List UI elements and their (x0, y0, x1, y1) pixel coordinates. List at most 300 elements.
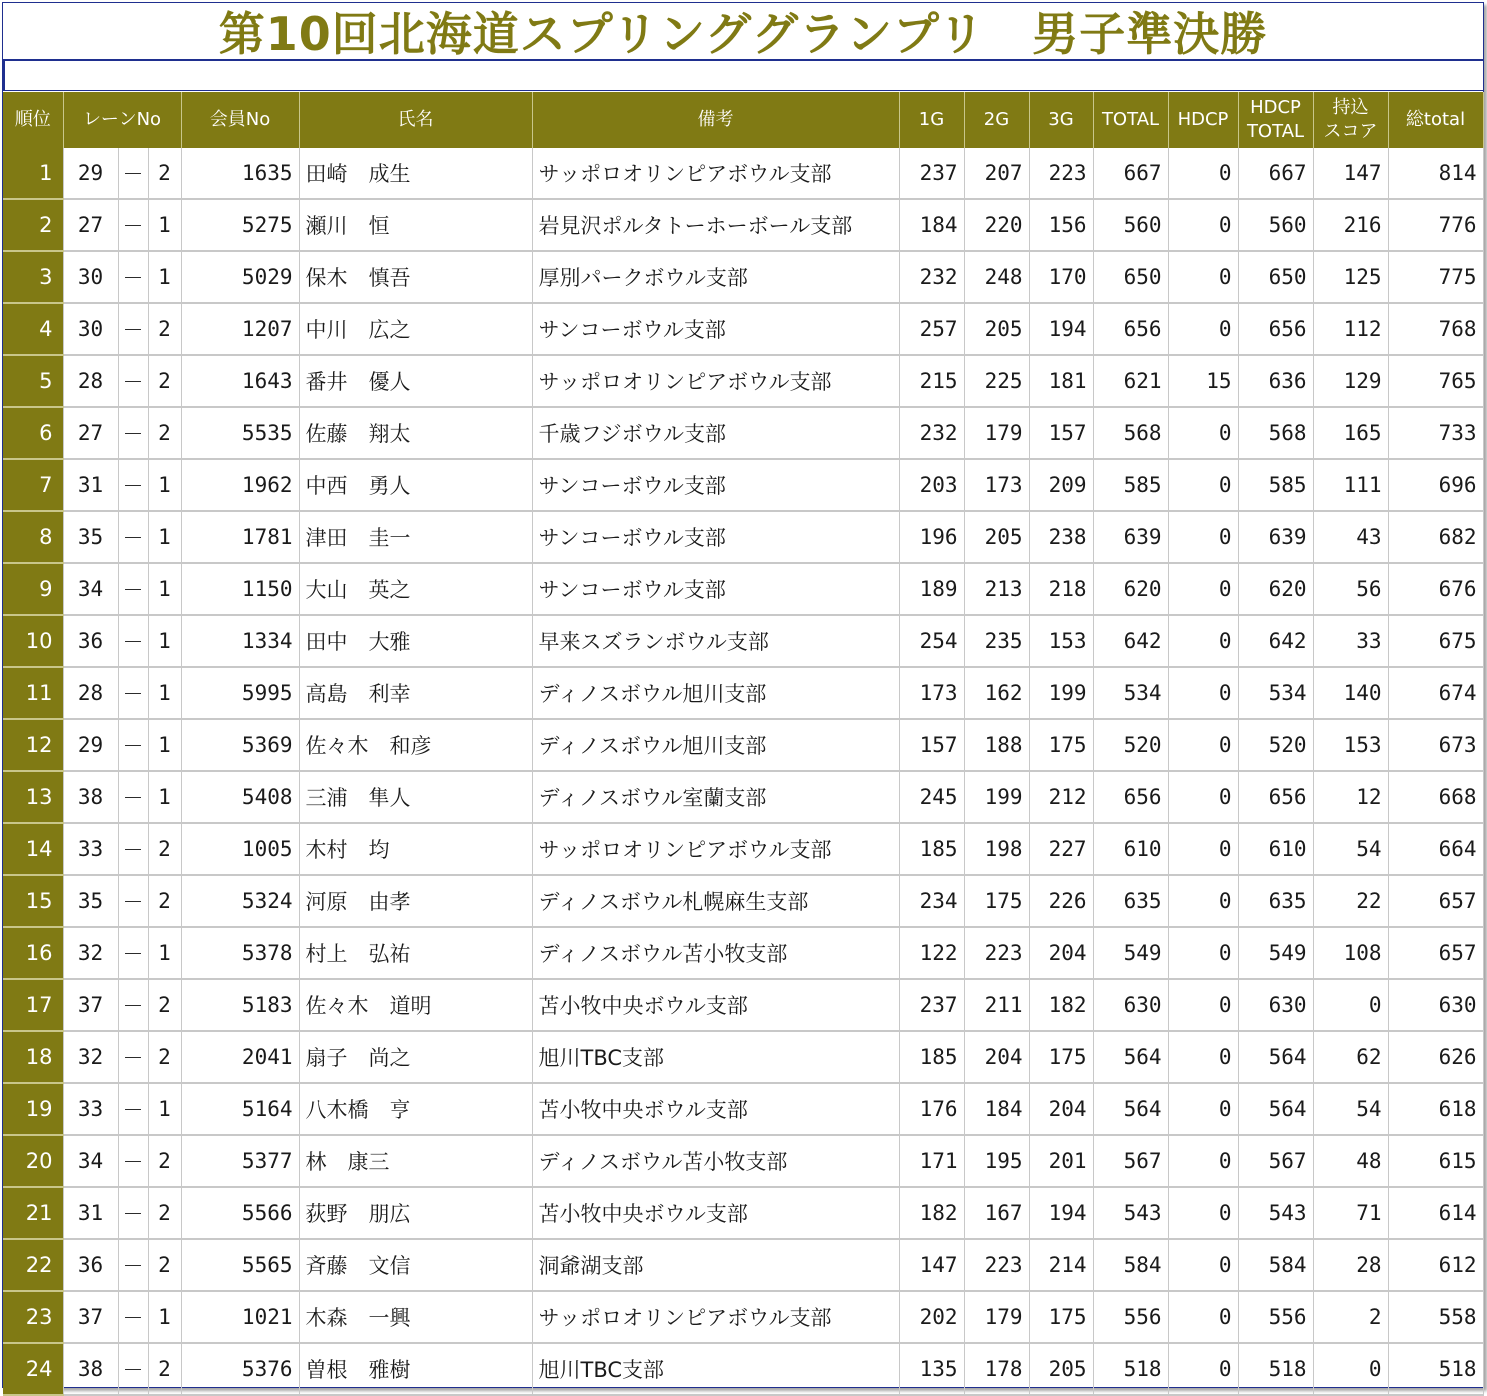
member-number-cell: 5378 (181, 927, 299, 979)
game3-score-cell: 227 (1029, 823, 1093, 875)
grand-total-cell: 765 (1388, 355, 1483, 407)
game3-score-cell: 209 (1029, 459, 1093, 511)
rank-cell: 13 (3, 771, 63, 823)
hdcp-cell: 0 (1168, 1239, 1238, 1291)
player-name-cell: 保木 慎吾 (299, 251, 532, 303)
hdcp-cell: 0 (1168, 927, 1238, 979)
game2-score-cell: 167 (964, 1187, 1029, 1239)
lane-position-cell: 1 (148, 1291, 181, 1343)
hdcp-total-cell: 635 (1238, 875, 1313, 927)
lane-number-cell: 28 (63, 667, 118, 719)
player-name-cell: 高島 利幸 (299, 667, 532, 719)
hdcp-cell: 0 (1168, 199, 1238, 251)
game1-score-cell: 254 (899, 615, 964, 667)
game3-score-cell: 201 (1029, 1135, 1093, 1187)
game1-score-cell: 215 (899, 355, 964, 407)
lane-number-cell: 33 (63, 1083, 118, 1135)
carry-score-cell: 165 (1313, 407, 1388, 459)
grand-total-cell: 733 (1388, 407, 1483, 459)
total-score-cell: 642 (1093, 615, 1168, 667)
carry-score-cell: 111 (1313, 459, 1388, 511)
player-name-cell: 田中 大雅 (299, 615, 532, 667)
game1-score-cell: 234 (899, 875, 964, 927)
rank-cell: 24 (3, 1343, 63, 1395)
branch-note-cell: ディノスボウル室蘭支部 (532, 771, 899, 823)
rank-cell: 18 (3, 1031, 63, 1083)
game2-score-cell: 179 (964, 407, 1029, 459)
player-name-cell: 斉藤 文信 (299, 1239, 532, 1291)
game1-score-cell: 245 (899, 771, 964, 823)
hdcp-total-cell: 564 (1238, 1083, 1313, 1135)
total-score-cell: 656 (1093, 303, 1168, 355)
total-score-cell: 584 (1093, 1239, 1168, 1291)
game2-score-cell: 225 (964, 355, 1029, 407)
player-name-cell: 荻野 朋広 (299, 1187, 532, 1239)
total-score-cell: 585 (1093, 459, 1168, 511)
member-number-cell: 5029 (181, 251, 299, 303)
game2-score-cell: 223 (964, 927, 1029, 979)
game1-score-cell: 135 (899, 1343, 964, 1395)
lane-number-cell: 27 (63, 199, 118, 251)
lane-position-cell: 1 (148, 563, 181, 615)
carry-score-cell: 22 (1313, 875, 1388, 927)
branch-note-cell: ディノスボウル苫小牧支部 (532, 1135, 899, 1187)
branch-note-cell: 苫小牧中央ボウル支部 (532, 1187, 899, 1239)
lane-position-cell: 2 (148, 355, 181, 407)
lane-position-cell: 2 (148, 1187, 181, 1239)
results-table (3, 92, 1484, 1396)
game3-score-cell: 214 (1029, 1239, 1093, 1291)
hdcp-cell: 0 (1168, 407, 1238, 459)
lane-number-cell: 29 (63, 148, 118, 199)
lane-separator: － (118, 511, 148, 563)
rank-cell: 6 (3, 407, 63, 459)
grand-total-cell: 675 (1388, 615, 1483, 667)
carry-score-cell: 140 (1313, 667, 1388, 719)
table-row (3, 615, 1483, 667)
hdcp-cell: 0 (1168, 823, 1238, 875)
table-row (3, 875, 1483, 927)
player-name-cell: 扇子 尚之 (299, 1031, 532, 1083)
hdcp-total-cell: 564 (1238, 1031, 1313, 1083)
lane-separator: － (118, 563, 148, 615)
hdcp-total-cell: 585 (1238, 459, 1313, 511)
member-number-cell: 5275 (181, 199, 299, 251)
table-row (3, 511, 1483, 563)
player-name-cell: 八木橋 亨 (299, 1083, 532, 1135)
lane-separator: － (118, 875, 148, 927)
member-number-cell: 1962 (181, 459, 299, 511)
game1-score-cell: 232 (899, 407, 964, 459)
total-score-cell: 564 (1093, 1031, 1168, 1083)
lane-number-cell: 34 (63, 1135, 118, 1187)
branch-note-cell: 厚別パークボウル支部 (532, 251, 899, 303)
branch-note-cell: サッポロオリンピアボウル支部 (532, 148, 899, 199)
hdcp-cell: 0 (1168, 303, 1238, 355)
game2-score-cell: 204 (964, 1031, 1029, 1083)
member-number-cell: 1207 (181, 303, 299, 355)
lane-position-cell: 1 (148, 615, 181, 667)
table-row (3, 979, 1483, 1031)
rank-cell: 5 (3, 355, 63, 407)
lane-position-cell: 1 (148, 1083, 181, 1135)
game3-score-cell: 218 (1029, 563, 1093, 615)
col-header-total: TOTAL (1093, 92, 1168, 148)
game1-score-cell: 237 (899, 979, 964, 1031)
lane-separator: － (118, 251, 148, 303)
lane-separator: － (118, 771, 148, 823)
rank-cell: 2 (3, 199, 63, 251)
player-name-cell: 津田 圭一 (299, 511, 532, 563)
player-name-cell: 番井 優人 (299, 355, 532, 407)
hdcp-total-cell: 650 (1238, 251, 1313, 303)
total-score-cell: 549 (1093, 927, 1168, 979)
game2-score-cell: 188 (964, 719, 1029, 771)
lane-position-cell: 1 (148, 251, 181, 303)
game3-score-cell: 226 (1029, 875, 1093, 927)
rank-cell: 21 (3, 1187, 63, 1239)
total-score-cell: 560 (1093, 199, 1168, 251)
table-row (3, 1135, 1483, 1187)
rank-cell: 3 (3, 251, 63, 303)
branch-note-cell: ディノスボウル苫小牧支部 (532, 927, 899, 979)
hdcp-total-cell: 534 (1238, 667, 1313, 719)
carry-score-cell: 54 (1313, 1083, 1388, 1135)
grand-total-cell: 558 (1388, 1291, 1483, 1343)
col-header-game3: 3G (1029, 92, 1093, 148)
total-score-cell: 620 (1093, 563, 1168, 615)
blank-subheader-row (3, 59, 1483, 91)
col-header-grand-total: 総total (1388, 92, 1483, 148)
branch-note-cell: ディノスボウル旭川支部 (532, 719, 899, 771)
total-score-cell: 639 (1093, 511, 1168, 563)
carry-score-cell: 56 (1313, 563, 1388, 615)
hdcp-total-cell: 556 (1238, 1291, 1313, 1343)
hdcp-cell: 0 (1168, 1135, 1238, 1187)
total-score-cell: 650 (1093, 251, 1168, 303)
grand-total-cell: 518 (1388, 1343, 1483, 1395)
member-number-cell: 1635 (181, 148, 299, 199)
lane-number-cell: 30 (63, 251, 118, 303)
lane-position-cell: 1 (148, 199, 181, 251)
hdcp-total-cell: 639 (1238, 511, 1313, 563)
table-row (3, 563, 1483, 615)
carry-score-cell: 129 (1313, 355, 1388, 407)
carry-score-cell: 43 (1313, 511, 1388, 563)
hdcp-total-cell: 520 (1238, 719, 1313, 771)
col-header-note: 備考 (532, 92, 899, 148)
hdcp-cell: 0 (1168, 1343, 1238, 1395)
hdcp-total-cell: 584 (1238, 1239, 1313, 1291)
game1-score-cell: 176 (899, 1083, 964, 1135)
lane-number-cell: 36 (63, 615, 118, 667)
table-row (3, 1187, 1483, 1239)
hdcp-cell: 0 (1168, 251, 1238, 303)
table-row (3, 1343, 1483, 1395)
col-header-carry-score: 持込 スコア (1313, 92, 1388, 148)
carry-score-cell: 125 (1313, 251, 1388, 303)
lane-separator: － (118, 1343, 148, 1395)
hdcp-total-cell: 642 (1238, 615, 1313, 667)
hdcp-total-cell: 656 (1238, 771, 1313, 823)
lane-position-cell: 1 (148, 459, 181, 511)
lane-position-cell: 2 (148, 303, 181, 355)
player-name-cell: 中西 勇人 (299, 459, 532, 511)
game2-score-cell: 235 (964, 615, 1029, 667)
game1-score-cell: 182 (899, 1187, 964, 1239)
game3-score-cell: 153 (1029, 615, 1093, 667)
rank-cell: 11 (3, 667, 63, 719)
grand-total-cell: 615 (1388, 1135, 1483, 1187)
table-row (3, 719, 1483, 771)
branch-note-cell: 岩見沢ポルタトーホーボール支部 (532, 199, 899, 251)
hdcp-cell: 0 (1168, 771, 1238, 823)
game3-score-cell: 175 (1029, 1291, 1093, 1343)
player-name-cell: 木森 一興 (299, 1291, 532, 1343)
lane-separator: － (118, 303, 148, 355)
game3-score-cell: 223 (1029, 148, 1093, 199)
grand-total-cell: 630 (1388, 979, 1483, 1031)
branch-note-cell: サンコーボウル支部 (532, 563, 899, 615)
hdcp-cell: 0 (1168, 1187, 1238, 1239)
table-row (3, 355, 1483, 407)
lane-separator: － (118, 615, 148, 667)
lane-position-cell: 2 (148, 875, 181, 927)
lane-position-cell: 1 (148, 719, 181, 771)
hdcp-total-cell: 518 (1238, 1343, 1313, 1395)
game1-score-cell: 184 (899, 199, 964, 251)
lane-number-cell: 37 (63, 979, 118, 1031)
total-score-cell: 621 (1093, 355, 1168, 407)
game3-score-cell: 194 (1029, 303, 1093, 355)
total-score-cell: 568 (1093, 407, 1168, 459)
branch-note-cell: 旭川TBC支部 (532, 1031, 899, 1083)
lane-separator: － (118, 823, 148, 875)
table-row (3, 771, 1483, 823)
lane-number-cell: 37 (63, 1291, 118, 1343)
lane-separator: － (118, 1291, 148, 1343)
branch-note-cell: 早来スズランボウル支部 (532, 615, 899, 667)
grand-total-cell: 664 (1388, 823, 1483, 875)
grand-total-cell: 674 (1388, 667, 1483, 719)
hdcp-total-cell: 630 (1238, 979, 1313, 1031)
carry-score-cell: 54 (1313, 823, 1388, 875)
rank-cell: 10 (3, 615, 63, 667)
rank-cell: 12 (3, 719, 63, 771)
rank-cell: 20 (3, 1135, 63, 1187)
rank-cell: 22 (3, 1239, 63, 1291)
total-score-cell: 543 (1093, 1187, 1168, 1239)
game2-score-cell: 248 (964, 251, 1029, 303)
lane-number-cell: 35 (63, 511, 118, 563)
branch-note-cell: サンコーボウル支部 (532, 303, 899, 355)
game2-score-cell: 179 (964, 1291, 1029, 1343)
member-number-cell: 5183 (181, 979, 299, 1031)
game2-score-cell: 198 (964, 823, 1029, 875)
lane-position-cell: 2 (148, 148, 181, 199)
carry-score-cell: 28 (1313, 1239, 1388, 1291)
carry-score-cell: 12 (1313, 771, 1388, 823)
game2-score-cell: 205 (964, 303, 1029, 355)
member-number-cell: 5376 (181, 1343, 299, 1395)
hdcp-cell: 0 (1168, 148, 1238, 199)
member-number-cell: 5995 (181, 667, 299, 719)
lane-separator: － (118, 1083, 148, 1135)
game2-score-cell: 178 (964, 1343, 1029, 1395)
hdcp-total-cell: 567 (1238, 1135, 1313, 1187)
player-name-cell: 佐々木 道明 (299, 979, 532, 1031)
col-header-member-no: 会員No (181, 92, 299, 148)
total-score-cell: 564 (1093, 1083, 1168, 1135)
hdcp-cell: 0 (1168, 563, 1238, 615)
page-title: 第10回北海道スプリンググランプリ 男子準決勝 (218, 7, 1268, 61)
game2-score-cell: 184 (964, 1083, 1029, 1135)
game3-score-cell: 212 (1029, 771, 1093, 823)
member-number-cell: 5408 (181, 771, 299, 823)
member-number-cell: 2041 (181, 1031, 299, 1083)
lane-position-cell: 1 (148, 667, 181, 719)
game2-score-cell: 211 (964, 979, 1029, 1031)
game1-score-cell: 122 (899, 927, 964, 979)
game2-score-cell: 207 (964, 148, 1029, 199)
table-row (3, 1239, 1483, 1291)
lane-number-cell: 38 (63, 771, 118, 823)
branch-note-cell: サッポロオリンピアボウル支部 (532, 355, 899, 407)
game3-score-cell: 182 (1029, 979, 1093, 1031)
carry-score-cell: 33 (1313, 615, 1388, 667)
grand-total-cell: 776 (1388, 199, 1483, 251)
game1-score-cell: 257 (899, 303, 964, 355)
col-header-hdcp-total: HDCP TOTAL (1238, 92, 1313, 148)
lane-separator: － (118, 927, 148, 979)
total-score-cell: 635 (1093, 875, 1168, 927)
carry-score-cell: 108 (1313, 927, 1388, 979)
col-header-game2: 2G (964, 92, 1029, 148)
carry-score-cell: 0 (1313, 1343, 1388, 1395)
player-name-cell: 瀬川 恒 (299, 199, 532, 251)
rank-cell: 4 (3, 303, 63, 355)
game2-score-cell: 213 (964, 563, 1029, 615)
total-score-cell: 630 (1093, 979, 1168, 1031)
table-row (3, 407, 1483, 459)
player-name-cell: 三浦 隼人 (299, 771, 532, 823)
grand-total-cell: 626 (1388, 1031, 1483, 1083)
lane-number-cell: 27 (63, 407, 118, 459)
table-row (3, 1031, 1483, 1083)
game2-score-cell: 220 (964, 199, 1029, 251)
game1-score-cell: 202 (899, 1291, 964, 1343)
table-row (3, 1291, 1483, 1343)
member-number-cell: 1781 (181, 511, 299, 563)
lane-position-cell: 2 (148, 979, 181, 1031)
grand-total-cell: 673 (1388, 719, 1483, 771)
lane-separator: － (118, 355, 148, 407)
rank-cell: 1 (3, 148, 63, 199)
table-row (3, 927, 1483, 979)
rank-cell: 9 (3, 563, 63, 615)
results-sheet (2, 2, 1484, 1388)
rank-cell: 14 (3, 823, 63, 875)
total-score-cell: 518 (1093, 1343, 1168, 1395)
game1-score-cell: 173 (899, 667, 964, 719)
rank-cell: 15 (3, 875, 63, 927)
table-header-row (3, 92, 1483, 148)
rank-cell: 7 (3, 459, 63, 511)
lane-separator: － (118, 979, 148, 1031)
lane-separator: － (118, 1239, 148, 1291)
grand-total-cell: 657 (1388, 875, 1483, 927)
hdcp-cell: 0 (1168, 667, 1238, 719)
grand-total-cell: 618 (1388, 1083, 1483, 1135)
game1-score-cell: 232 (899, 251, 964, 303)
member-number-cell: 1334 (181, 615, 299, 667)
carry-score-cell: 147 (1313, 148, 1388, 199)
grand-total-cell: 775 (1388, 251, 1483, 303)
game1-score-cell: 237 (899, 148, 964, 199)
branch-note-cell: 苫小牧中央ボウル支部 (532, 1083, 899, 1135)
table-row (3, 459, 1483, 511)
game3-score-cell: 199 (1029, 667, 1093, 719)
branch-note-cell: サンコーボウル支部 (532, 511, 899, 563)
hdcp-total-cell: 636 (1238, 355, 1313, 407)
member-number-cell: 5566 (181, 1187, 299, 1239)
member-number-cell: 5369 (181, 719, 299, 771)
total-score-cell: 610 (1093, 823, 1168, 875)
rank-cell: 23 (3, 1291, 63, 1343)
member-number-cell: 5324 (181, 875, 299, 927)
lane-separator: － (118, 1135, 148, 1187)
lane-separator: － (118, 1187, 148, 1239)
game3-score-cell: 205 (1029, 1343, 1093, 1395)
member-number-cell: 1643 (181, 355, 299, 407)
total-score-cell: 667 (1093, 148, 1168, 199)
grand-total-cell: 612 (1388, 1239, 1483, 1291)
member-number-cell: 5377 (181, 1135, 299, 1187)
table-row (3, 1083, 1483, 1135)
hdcp-cell: 0 (1168, 511, 1238, 563)
carry-score-cell: 216 (1313, 199, 1388, 251)
member-number-cell: 1021 (181, 1291, 299, 1343)
lane-position-cell: 2 (148, 407, 181, 459)
member-number-cell: 1005 (181, 823, 299, 875)
lane-separator: － (118, 148, 148, 199)
col-header-rank: 順位 (3, 92, 63, 148)
lane-number-cell: 33 (63, 823, 118, 875)
game3-score-cell: 170 (1029, 251, 1093, 303)
total-score-cell: 567 (1093, 1135, 1168, 1187)
rank-cell: 8 (3, 511, 63, 563)
col-header-name: 氏名 (299, 92, 532, 148)
player-name-cell: 佐藤 翔太 (299, 407, 532, 459)
table-row (3, 823, 1483, 875)
grand-total-cell: 676 (1388, 563, 1483, 615)
hdcp-total-cell: 549 (1238, 927, 1313, 979)
branch-note-cell: ディノスボウル札幌麻生支部 (532, 875, 899, 927)
rank-cell: 19 (3, 1083, 63, 1135)
grand-total-cell: 614 (1388, 1187, 1483, 1239)
hdcp-total-cell: 568 (1238, 407, 1313, 459)
hdcp-total-cell: 560 (1238, 199, 1313, 251)
member-number-cell: 5164 (181, 1083, 299, 1135)
lane-position-cell: 2 (148, 1343, 181, 1395)
lane-number-cell: 35 (63, 875, 118, 927)
game2-score-cell: 173 (964, 459, 1029, 511)
table-row (3, 667, 1483, 719)
hdcp-cell: 0 (1168, 459, 1238, 511)
lane-number-cell: 30 (63, 303, 118, 355)
lane-number-cell: 36 (63, 1239, 118, 1291)
game1-score-cell: 185 (899, 1031, 964, 1083)
